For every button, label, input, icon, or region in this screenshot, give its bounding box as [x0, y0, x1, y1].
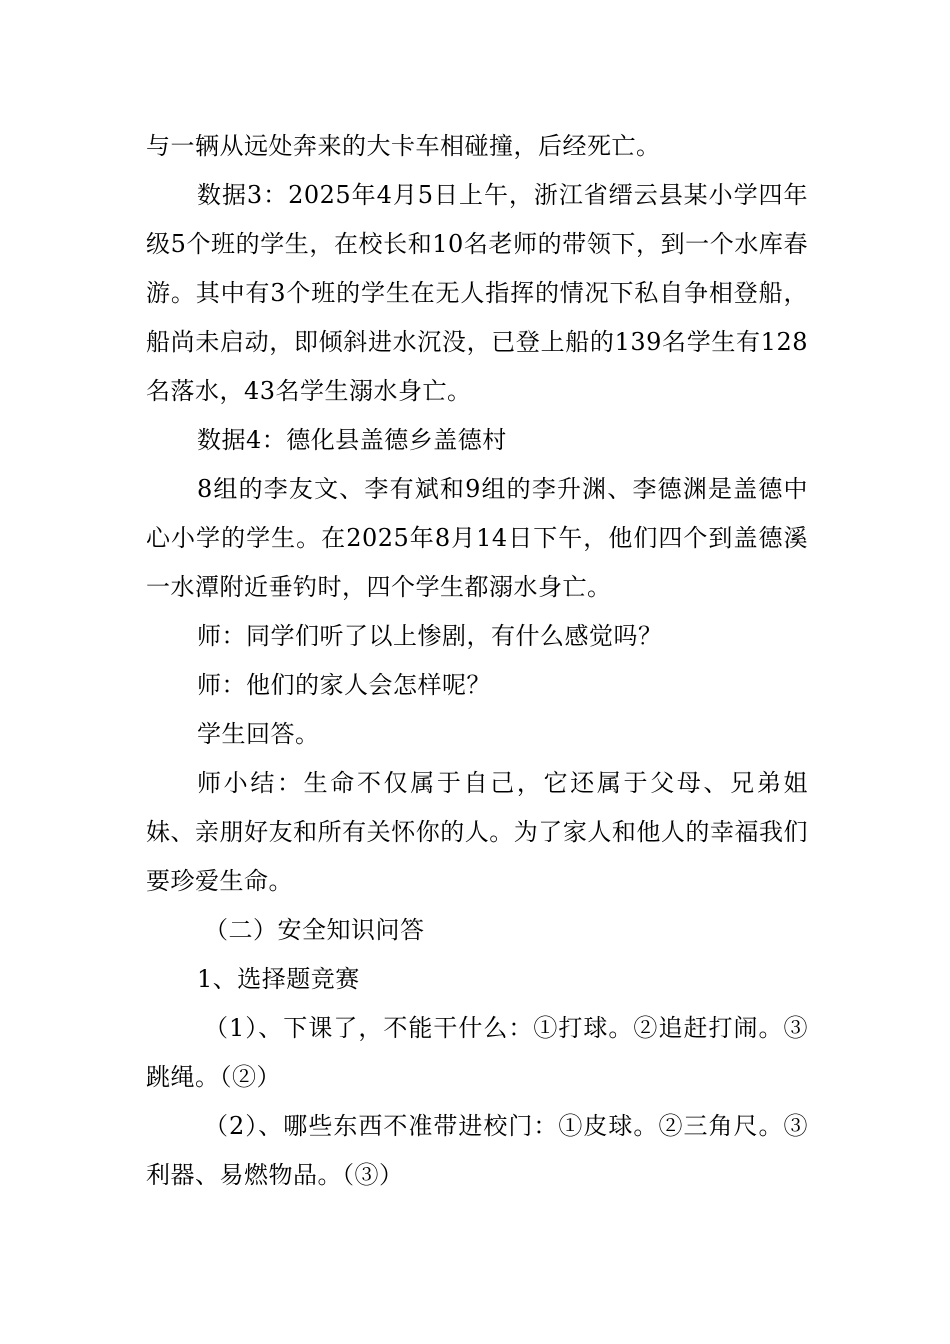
- section-heading-safety-quiz: （二）安全知识问答: [204, 916, 425, 944]
- paragraph-data-3: 数据3：2025年4月5日上午，浙江省缙云县某小学四年级5个班的学生，在校长和10名老师的带领下，到一个水库春游。其中有3个班的学生在无人指挥的情况下私自争相登船，船尚未启动，即倾斜进水沉没，已登上船的139名学生有128名落水，43名学生溺水身亡。: [146, 181, 808, 405]
- paragraph-student-answer: 学生回答。: [197, 720, 320, 748]
- question-1: （1）、下课了，不能干什么：①打球。②追赶打闹。③跳绳。（②）: [146, 1014, 808, 1091]
- paragraph-teacher-summary: 师小结：生命不仅属于自己，它还属于父母、兄弟姐妹、亲朋好友和所有关怀你的人。为了家人和他人的幸福我们要珍爱生命。: [146, 769, 808, 895]
- paragraph-data-4-body: 8组的李友文、李有斌和9组的李升渊、李德渊是盖德中心小学的学生。在2025年8月14日下午，他们四个到盖德溪一水潭附近垂钓时，四个学生都溺水身亡。: [146, 475, 808, 601]
- paragraph-data-4-heading: 数据4：德化县盖德乡盖德村: [197, 426, 507, 454]
- subsection-heading-multiple-choice: 1、选择题竞赛: [197, 965, 360, 993]
- paragraph-continuation: 与一辆从远处奔来的大卡车相碰撞，后经死亡。: [146, 132, 661, 160]
- paragraph-teacher-question-2: 师：他们的家人会怎样呢？: [197, 671, 491, 699]
- paragraph-teacher-question-1: 师：同学们听了以上惨剧，有什么感觉吗？: [197, 622, 663, 650]
- question-2: （2）、哪些东西不准带进校门：①皮球。②三角尺。③利器、易燃物品。（③）: [146, 1112, 808, 1189]
- document-body: [146, 122, 808, 1200]
